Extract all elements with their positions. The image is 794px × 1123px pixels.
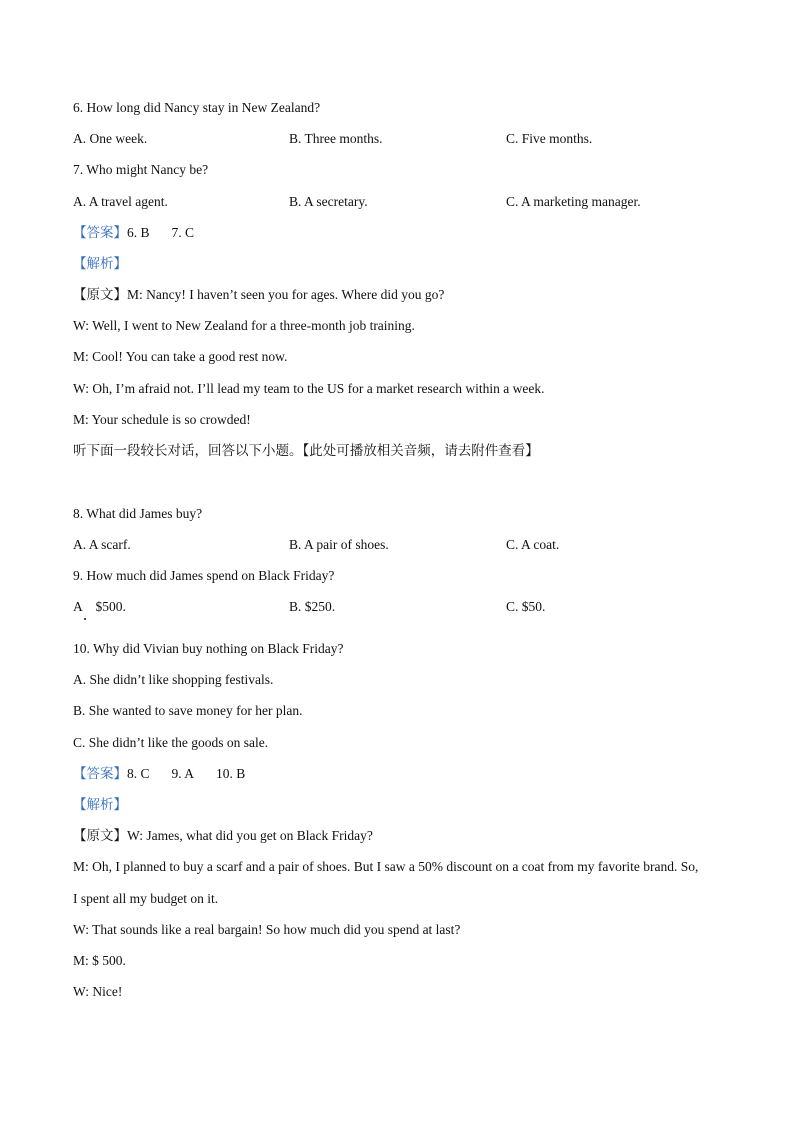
option-6b: B. Three months. [289, 131, 383, 146]
answer-6: 6. B [127, 225, 150, 240]
option-10c: C. She didn’t like the goods on sale. [73, 735, 269, 750]
question-9: 9. How much did James spend on Black Friday? [73, 568, 335, 583]
answer-8: 8. C [127, 766, 150, 781]
option-10b: B. She wanted to save money for her plan. [73, 703, 303, 718]
option-7a: A. A travel agent. [73, 194, 168, 209]
option-7c: C. A marketing manager. [506, 194, 641, 209]
option-9b: B. $250. [289, 599, 336, 614]
original-tag: 【原文】 [73, 828, 127, 843]
transcript-line: W: That sounds like a real bargain! So how much did you spend at last? [73, 922, 461, 937]
original-tag: 【原文】 [73, 287, 127, 302]
transcript-line: M: $ 500. [73, 953, 126, 968]
transcript-line: M: Your schedule is so crowded! [73, 412, 251, 427]
option-6a: A. One week. [73, 131, 148, 146]
transcript-text: M: Nancy! I haven’t seen you for ages. Where did you go? [127, 287, 445, 302]
transcript-line: I spent all my budget on it. [73, 891, 219, 906]
transcript-line: M: Oh, I planned to buy a scarf and a pair of shoes. But I saw a 50% discount on a coat from my favorite brand. So, [73, 859, 699, 874]
answer-10: 10. B [216, 766, 246, 781]
answer-7: 7. C [171, 225, 195, 240]
transcript-line: W: Nice! [73, 984, 123, 999]
transcript-line: W: Well, I went to New Zealand for a three-month job training. [73, 318, 415, 333]
listening-instruction: 听下面一段较长对话，回答以下小题。【此处可播放相关音频，请去附件查看】 [73, 443, 539, 458]
option-6c: C. Five months. [506, 131, 593, 146]
option-8a: A. A scarf. [73, 537, 131, 552]
answer-line-1 [73, 225, 194, 241]
answer-9: 9. A [171, 766, 195, 781]
question-10: 10. Why did Vivian buy nothing on Black Friday? [73, 641, 344, 656]
option-9a: A $500. [73, 599, 126, 614]
transcript-line: M: Cool! You can take a good rest now. [73, 349, 288, 364]
transcript-line [73, 828, 373, 844]
stray-dot [84, 618, 86, 620]
answer-line-2 [73, 766, 245, 782]
transcript-line: W: Oh, I’m afraid not. I’ll lead my team to the US for a market research within a week. [73, 381, 545, 396]
transcript-line [73, 287, 444, 303]
option-7b: B. A secretary. [289, 194, 368, 209]
option-8c: C. A coat. [506, 537, 560, 552]
option-9c: C. $50. [506, 599, 546, 614]
question-6: 6. How long did Nancy stay in New Zealand? [73, 100, 321, 115]
answer-tag: 【答案】 [73, 766, 127, 781]
analysis-tag: 【解析】 [73, 256, 127, 271]
option-8b: B. A pair of shoes. [289, 537, 389, 552]
question-7: 7. Who might Nancy be? [73, 162, 209, 177]
transcript-text: W: James, what did you get on Black Friday? [127, 828, 373, 843]
question-8: 8. What did James buy? [73, 506, 203, 521]
answer-tag: 【答案】 [73, 225, 127, 240]
analysis-tag: 【解析】 [73, 797, 127, 812]
option-10a: A. She didn’t like shopping festivals. [73, 672, 274, 687]
